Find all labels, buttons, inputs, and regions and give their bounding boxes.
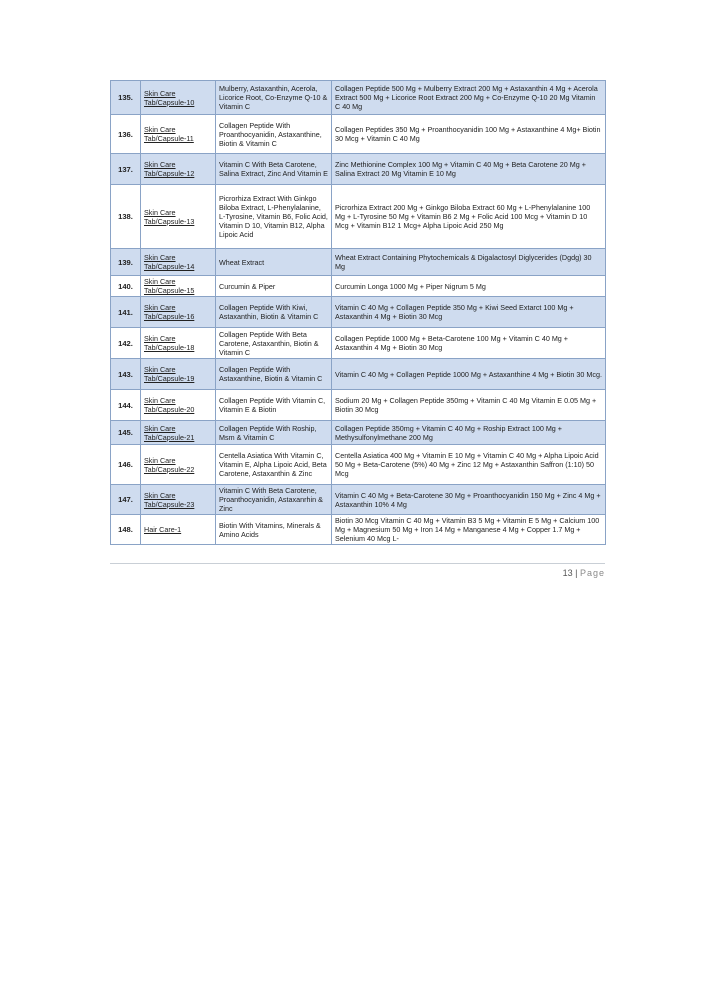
row-number-cell: 138. [111,185,141,249]
category-link-cell[interactable]: Skin Care Tab/Capsule-13 [141,185,216,249]
ingredients-cell: Collagen Peptide With Astaxanthine, Biotin & Vitamin C [216,359,332,390]
category-link-cell[interactable]: Skin Care Tab/Capsule-18 [141,328,216,359]
ingredients-cell: Collagen Peptide With Roship, Msm & Vitamin C [216,421,332,445]
composition-cell: Collagen Peptide 350mg + Vitamin C 40 Mg + Roship Extract 100 Mg + Methysulfonylmethane 200 Mg [332,421,606,445]
ingredients-cell: Biotin With Vitamins, Minerals & Amino Acids [216,515,332,545]
row-number-cell: 141. [111,297,141,328]
table-row [111,390,606,421]
category-link-cell[interactable]: Skin Care Tab/Capsule-20 [141,390,216,421]
row-number-cell: 142. [111,328,141,359]
ingredients-cell: Collagen Peptide With Beta Carotene, Astaxanthin, Biotin & Vitamin C [216,328,332,359]
table-row [111,297,606,328]
table-row [111,276,606,297]
row-number-cell: 137. [111,154,141,185]
composition-cell: Centella Asiatica 400 Mg + Vitamin E 10 Mg + Vitamin C 40 Mg + Alpha Lipoic Acid 50 Mg + Beta-Carotene (5%) 40 Mg + Zinc 12 Mg + Astaxanthin Saffron (1:10) 50 Mcg [332,445,606,485]
table-row [111,359,606,390]
ingredients-cell: Vitamin C With Beta Carotene, Salina Extract, Zinc And Vitamin E [216,154,332,185]
row-number-cell: 146. [111,445,141,485]
table-row [111,515,606,545]
composition-cell: Vitamin C 40 Mg + Collagen Peptide 1000 Mg + Astaxanthine 4 Mg + Biotin 30 Mcg. [332,359,606,390]
composition-cell: Collagen Peptides 350 Mg + Proanthocyanidin 100 Mg + Astaxanthine 4 Mg+ Biotin 30 Mcg + Vitamin C 40 Mg [332,115,606,154]
category-link-cell[interactable]: Skin Care Tab/Capsule-15 [141,276,216,297]
composition-cell: Biotin 30 Mcg Vitamin C 40 Mg + Vitamin B3 5 Mg + Vitamin E 5 Mg + Calcium 100 Mg + Magnesium 50 Mg + Iron 14 Mg + Manganese 4 Mg + Copper 1.7 Mg + Selenium 40 Mcg L- [332,515,606,545]
table-row [111,185,606,249]
composition-cell: Vitamin C 40 Mg + Beta-Carotene 30 Mg + Proanthocyanidin 150 Mg + Zinc 4 Mg + Astaxanthin 10% 4 Mg [332,485,606,515]
table-row [111,421,606,445]
page-separator: | [575,568,578,578]
category-link-cell[interactable]: Skin Care Tab/Capsule-11 [141,115,216,154]
table-row [111,115,606,154]
composition-cell: Zinc Methionine Complex 100 Mg + Vitamin C 40 Mg + Beta Carotene 20 Mg + Salina Extract 20 Mg Vitamin E 10 Mg [332,154,606,185]
product-table-body [111,81,606,545]
ingredients-cell: Wheat Extract [216,249,332,276]
footer-rule [110,563,605,564]
row-number-cell: 143. [111,359,141,390]
category-link-cell[interactable]: Skin Care Tab/Capsule-19 [141,359,216,390]
composition-cell: Sodium 20 Mg + Collagen Peptide 350mg + Vitamin C 40 Mg Vitamin E 0.05 Mg + Biotin 30 Mcg [332,390,606,421]
composition-cell: Wheat Extract Containing Phytochemicals & Digalactosyl Diglycerides (Dgdg) 30 Mg [332,249,606,276]
page-footer [480,568,605,578]
product-table-container [110,80,605,545]
composition-cell: Curcumin Longa 1000 Mg + Piper Nigrum 5 Mg [332,276,606,297]
row-number-cell: 144. [111,390,141,421]
page-label: Page [579,568,605,578]
table-row [111,485,606,515]
ingredients-cell: Picrorhiza Extract With Ginkgo Biloba Extract, L-Phenylalanine, L-Tyrosine, Vitamin B6, Folic Acid, Vitamin D 10, Vitamin B12, Alpha Lipoic Acid [216,185,332,249]
ingredients-cell: Collagen Peptide With Proanthocyanidin, Astaxanthine, Biotin & Vitamin C [216,115,332,154]
table-row [111,81,606,115]
ingredients-cell: Collagen Peptide With Kiwi, Astaxanthin, Biotin & Vitamin C [216,297,332,328]
row-number-cell: 148. [111,515,141,545]
ingredients-cell: Mulberry, Astaxanthin, Acerola, Licorice Root, Co-Enzyme Q-10 & Vitamin C [216,81,332,115]
row-number-cell: 136. [111,115,141,154]
composition-cell: Vitamin C 40 Mg + Collagen Peptide 350 Mg + Kiwi Seed Extarct 100 Mg + Astaxanthin 4 Mg + Biotin 30 Mcg [332,297,606,328]
ingredients-cell: Centella Asiatica With Vitamin C, Vitamin E, Alpha Lipoic Acid, Beta Carotene, Astaxanthin & Zinc [216,445,332,485]
composition-cell: Collagen Peptide 500 Mg + Mulberry Extract 200 Mg + Astaxanthin 4 Mg + Acerola Extract 500 Mg + Licorice Root Extract 200 Mg + Co-Enzyme Q-10 20 Mg Vitamin C 40 Mg [332,81,606,115]
composition-cell: Picrorhiza Extract 200 Mg + Ginkgo Biloba Extract 60 Mg + L-Phenylalanine 100 Mg + L-Tyrosine 50 Mg + Vitamin B6 2 Mg + Folic Acid 100 Mcg + Vitamin D 10 Mcg + Vitamin B12 1 Mcg+ Alpha Lipoic Acid 250 Mg [332,185,606,249]
table-row [111,328,606,359]
row-number-cell: 147. [111,485,141,515]
category-link-cell[interactable]: Skin Care Tab/Capsule-16 [141,297,216,328]
row-number-cell: 140. [111,276,141,297]
table-row [111,249,606,276]
row-number-cell: 139. [111,249,141,276]
row-number-cell: 135. [111,81,141,115]
category-link-cell[interactable]: Skin Care Tab/Capsule-23 [141,485,216,515]
product-table [110,80,606,545]
category-link-cell[interactable]: Skin Care Tab/Capsule-12 [141,154,216,185]
ingredients-cell: Vitamin C With Beta Carotene, Proanthocyanidin, Astaxanrhin & Zinc [216,485,332,515]
composition-cell: Collagen Peptide 1000 Mg + Beta-Carotene 100 Mg + Vitamin C 40 Mg + Astaxanthin 4 Mg + Biotin 30 Mcg [332,328,606,359]
category-link-cell[interactable]: Skin Care Tab/Capsule-22 [141,445,216,485]
ingredients-cell: Collagen Peptide With Vitamin C, Vitamin E & Biotin [216,390,332,421]
page-number: 13 [562,568,573,578]
category-link-cell[interactable]: Hair Care-1 [141,515,216,545]
table-row [111,445,606,485]
category-link-cell[interactable]: Skin Care Tab/Capsule-21 [141,421,216,445]
category-link-cell[interactable]: Skin Care Tab/Capsule-14 [141,249,216,276]
category-link-cell[interactable]: Skin Care Tab/Capsule-10 [141,81,216,115]
ingredients-cell: Curcumin & Piper [216,276,332,297]
table-row [111,154,606,185]
row-number-cell: 145. [111,421,141,445]
